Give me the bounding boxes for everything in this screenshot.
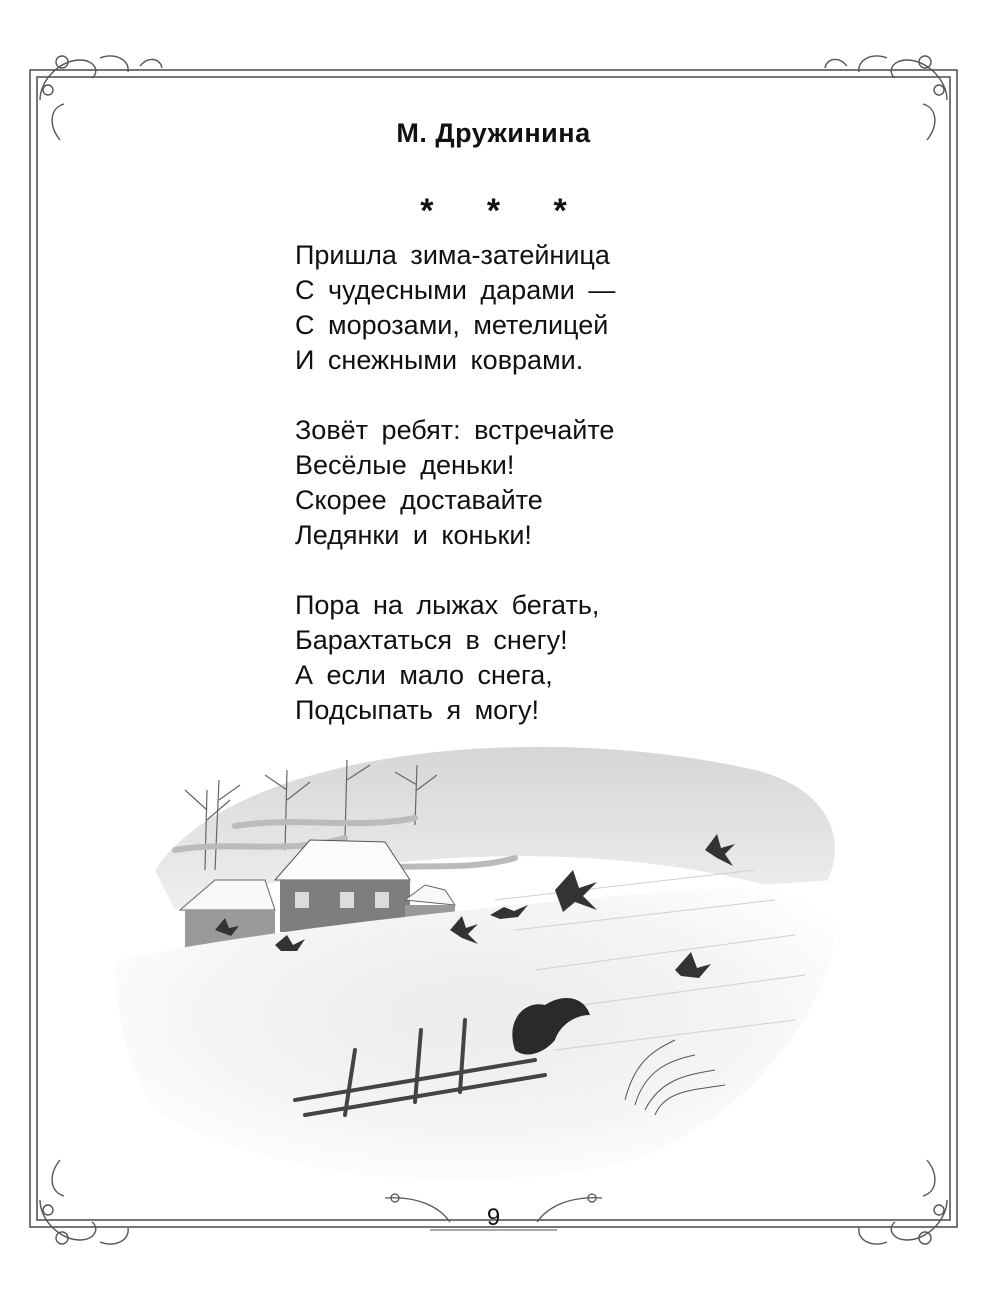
stanza: [295, 238, 615, 378]
stanza: [295, 588, 615, 728]
stanza: [295, 413, 615, 553]
poem-line: Ледянки и коньки!: [295, 520, 532, 550]
page-number: 9: [486, 1204, 501, 1231]
poem-line: А если мало снега,: [295, 660, 553, 690]
winter-village-illustration: [115, 730, 865, 1200]
stanza-separator: * * *: [420, 192, 589, 230]
poem-line: Весёлые деньки!: [295, 450, 515, 480]
poem-line: И снежными коврами.: [295, 345, 584, 375]
poem: [295, 238, 615, 763]
poem-line: Пришла зима-затейница: [295, 240, 610, 270]
poem-line: Скорее доставайте: [295, 485, 543, 515]
poem-line: С чудесными дарами —: [295, 275, 616, 305]
author-name: М. Дружинина: [396, 118, 591, 148]
poem-line: Подсыпать я могу!: [295, 695, 540, 725]
poem-line: Барахтаться в снегу!: [295, 625, 568, 655]
poem-line: Пора на лыжах бегать,: [295, 590, 600, 620]
poem-line: С морозами, метелицей: [295, 310, 609, 340]
poem-line: Зовёт ребят: встречайте: [295, 415, 615, 445]
